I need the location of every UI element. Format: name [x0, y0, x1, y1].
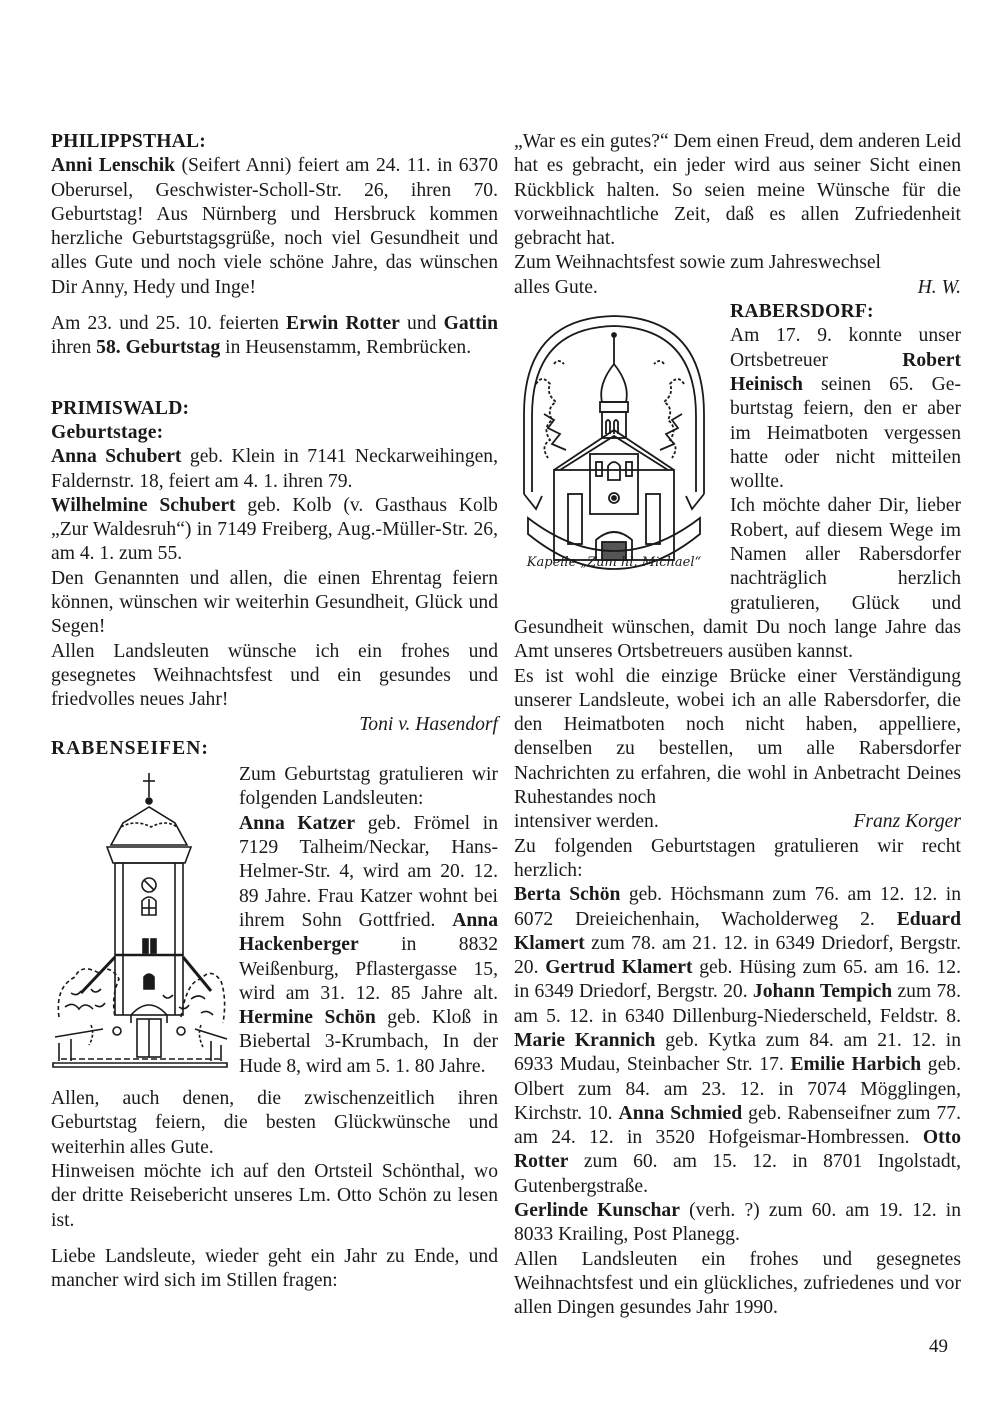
paragraph: Am 23. und 25. 10. feierten Erwin Rotter und Gattin ihren 58. Geburtstag in Heusenstamm, Rembrücken. — [51, 313, 499, 359]
page-number: 49 — [929, 1336, 948, 1357]
section-subheading: Geburtstage: — [51, 421, 164, 443]
section-heading: RABERSDORF: — [730, 301, 874, 323]
section-primiswald — [51, 397, 498, 737]
paragraph: Zum Geburtstag gratulieren wir folgenden Landsleuten: — [239, 764, 498, 810]
church-tower-icon — [51, 767, 229, 1083]
paragraph: Allen Landsleuten ein frohes und gesegnetes Weihnachtsfest und ein glückliches, zufriedenes und vor allen Dingen gesundes Jahr 1990. — [514, 1248, 961, 1319]
person-name: Anna Schmied — [618, 1102, 743, 1124]
person-name: Wilhelmine Schubert — [51, 494, 236, 516]
chapel-icon — [514, 304, 714, 600]
person-name: Gerlinde Kunschar — [514, 1200, 680, 1222]
section-rabersdorf — [514, 300, 961, 1320]
person-name: Anna Katzer — [239, 812, 356, 834]
person-name: Emilie Harbich — [790, 1054, 922, 1076]
section-philippsthal — [51, 130, 498, 361]
paragraph: Anna Schubert geb. Klein in 7141 Neckarweihingen, Faldernstr. 18, feiert am 4. 1. ihren 79. — [51, 446, 499, 492]
paragraph: Wilhelmine Schubert geb. Kolb (v. Gasthaus Kolb „Zur Waldesruh“) in 7149 Freiberg, Aug.-Müller-Str. 26, am 4. 1. zum 55. — [51, 494, 498, 565]
birthday-list: Berta Schön geb. Höchsmann zum 76. am 12. 12. in 6072 Dreieichenhain, Wacholderweg 2. Eduard Klamert zum 78. am 21. 12. in 6349 Driedorf, Bergstr. 20. Gertrud Klamert geb. Hüsing zum 65. am 16. 12. in 6349 Driedorf, Bergstr. 20. Johann Tempich zum 78. am 5. 12. in 6340 Dillenburg-Niederscheld, Feldstr. 8. Marie Krannich geb. Kytka zum 84. am 21. 12. in 6933 Mudau, Steinbacher Str. 17. Emilie Harbich geb. Olbert zum 84. am 23. 12. in 7074 Mögglingen, Kirchstr. 10. Anna Schmied geb. Rabenseifner zum 77. am 24. 12. in 3520 Hofgeismar-Hombressen. Otto Rotter zum 60. am 15. 12. in 8701 Ingolstadt, Gutenbergstraße. — [514, 884, 961, 1197]
section-rabenseifen — [51, 737, 498, 1294]
paragraph: Hinweisen möchte ich auf den Ortsteil Schönthal, wo der dritte Reisebericht unseres Lm. Otto Schön zu lesen ist. — [51, 1161, 498, 1231]
paragraph: Allen, auch denen, die zwischenzeitlich ihren Geburtstag feiern, die besten Glückwünsche und weiterhin alles Gute. — [51, 1088, 498, 1158]
paragraph: „War es ein gutes?“ Dem einen Freud, dem anderen Leid hat es gebracht, ein jeder wird aus seiner Sicht einen Rückblick halten. So seien meine Wünsche für die vorweihnachtliche Zeit, daß es allen Zufriedenheit gebracht hat. — [514, 131, 961, 250]
paragraph: Zum Weihnachtsfest sowie zum Jahreswechsel — [514, 252, 881, 274]
paragraph: Am 17. 9. konnte unser Ortsbetreuer Robert Heinisch seinen 65. Geburtstag feiern, den er aber im Heimatboten vergessen hatte oder nicht mitteilen wollte. — [730, 325, 961, 493]
signature-line: intensiver werden. Franz Korger — [514, 810, 961, 834]
person-name: Erwin Rotter — [286, 313, 400, 335]
paragraph: Ich möchte daher Dir, lieber Robert, auf diesem Wege im Namen aller Rabersdorfer nachträglich herzlich gratulieren, Glück und Gesundheit wünschen, damit Du noch lange Jahre das Amt unseres Ortsbetreuers ausüben kannst. — [514, 495, 961, 663]
signature: Toni v. Hasendorf — [359, 713, 498, 735]
person-name: Gertrud Klamert — [545, 957, 693, 979]
section-heading: PHILIPPSTHAL: — [51, 131, 207, 152]
paragraph: Anna Katzer geb. Frömel in 7129 Talheim/Neckar, Hans-Helmer-Str. 4, wird am 20. 12. 89 Jahre. Frau Katzer wohnt bei ihrem Sohn Gottfried. Anna Hackenberger in 8832 Weißenburg, Pflastergasse 15, wird am 31. 12. 85 Jahre alt. Hermine Schön geb. Kloß in Biebertal 3-Krumbach, In der Hude 8, wird am 5. 1. 80 Jahre. — [239, 812, 499, 1077]
svg-text:Kapelle „Zum hl. Michael“: Kapelle „Zum hl. Michael“ — [526, 555, 702, 571]
person-name: Eduard Klamert — [514, 908, 961, 954]
person-name: Berta Schön — [514, 884, 621, 906]
person-name: Otto Rotter — [514, 1127, 961, 1173]
person-name: Hermine Schön — [239, 1007, 376, 1029]
section-continuation — [514, 130, 961, 300]
person-name: Anni Lenschik — [51, 155, 176, 177]
paragraph: Zu folgenden Geburtstagen gratulieren wir recht herzlich: — [514, 835, 961, 881]
signature: Franz Korger — [853, 811, 961, 833]
chapel-emblem-illustration — [514, 304, 714, 604]
paragraph: Den Genannten und allen, die einen Ehrentag feiern können, wünschen wir weiterhin Gesundheit, Glück und Segen! — [51, 567, 498, 638]
signature: H. W. — [917, 276, 961, 298]
paragraph: Anni Lenschik (Seifert Anni) feiert am 24. 11. in 6370 Oberursel, Geschwister-Scholl-Str. 26, ihren 70. Geburtstag! Aus Nürnberg und Hersbruck kommen herzliche Geburtstagsgrüße, noch viel Gesundheit und alles Gute und noch viele schöne Jahre, das wünschen Dir Anny, Hedy und Inge! — [51, 155, 498, 298]
paragraph: Liebe Landsleute, wieder geht ein Jahr zu Ende, und mancher wird sich im Stillen fragen: — [51, 1245, 498, 1292]
church-tower-illustration — [51, 767, 229, 1087]
section-heading: RABENSEIFEN: — [51, 737, 209, 759]
signature-line: alles Gute. H. W. — [514, 276, 961, 300]
left-column — [51, 130, 498, 1294]
paragraph: Gerlinde Kunschar (verh. ?) zum 60. am 19. 12. in 8033 Krailing, Post Planegg. — [514, 1200, 961, 1246]
person-name: Anna Hackenberger — [239, 909, 498, 956]
person-name: Marie Krannich — [514, 1029, 656, 1051]
person-name: Robert Heinisch — [730, 349, 961, 395]
person-name: Johann Tempich — [752, 981, 893, 1003]
right-column — [514, 130, 961, 1321]
person-name: Anna Schubert — [51, 446, 182, 468]
paragraph: Allen Landsleuten wünsche ich ein frohes und gesegnetes Weihnachtsfest und ein gesundes und friedvolles neues Jahr! — [51, 640, 498, 711]
paragraph: Es ist wohl die einzige Brücke einer Verständigung unserer Landsleute, wobei ich an alle Rabersdorfer, die den Heimatboten noch nicht haben, appelliere, denselben zu bestellen, um alle Rabersdorfer Nachrichten zu erfahren, die wohl in Anbetracht Deines Ruhestandes noch — [514, 665, 961, 809]
section-heading: PRIMISWALD: — [51, 397, 190, 419]
